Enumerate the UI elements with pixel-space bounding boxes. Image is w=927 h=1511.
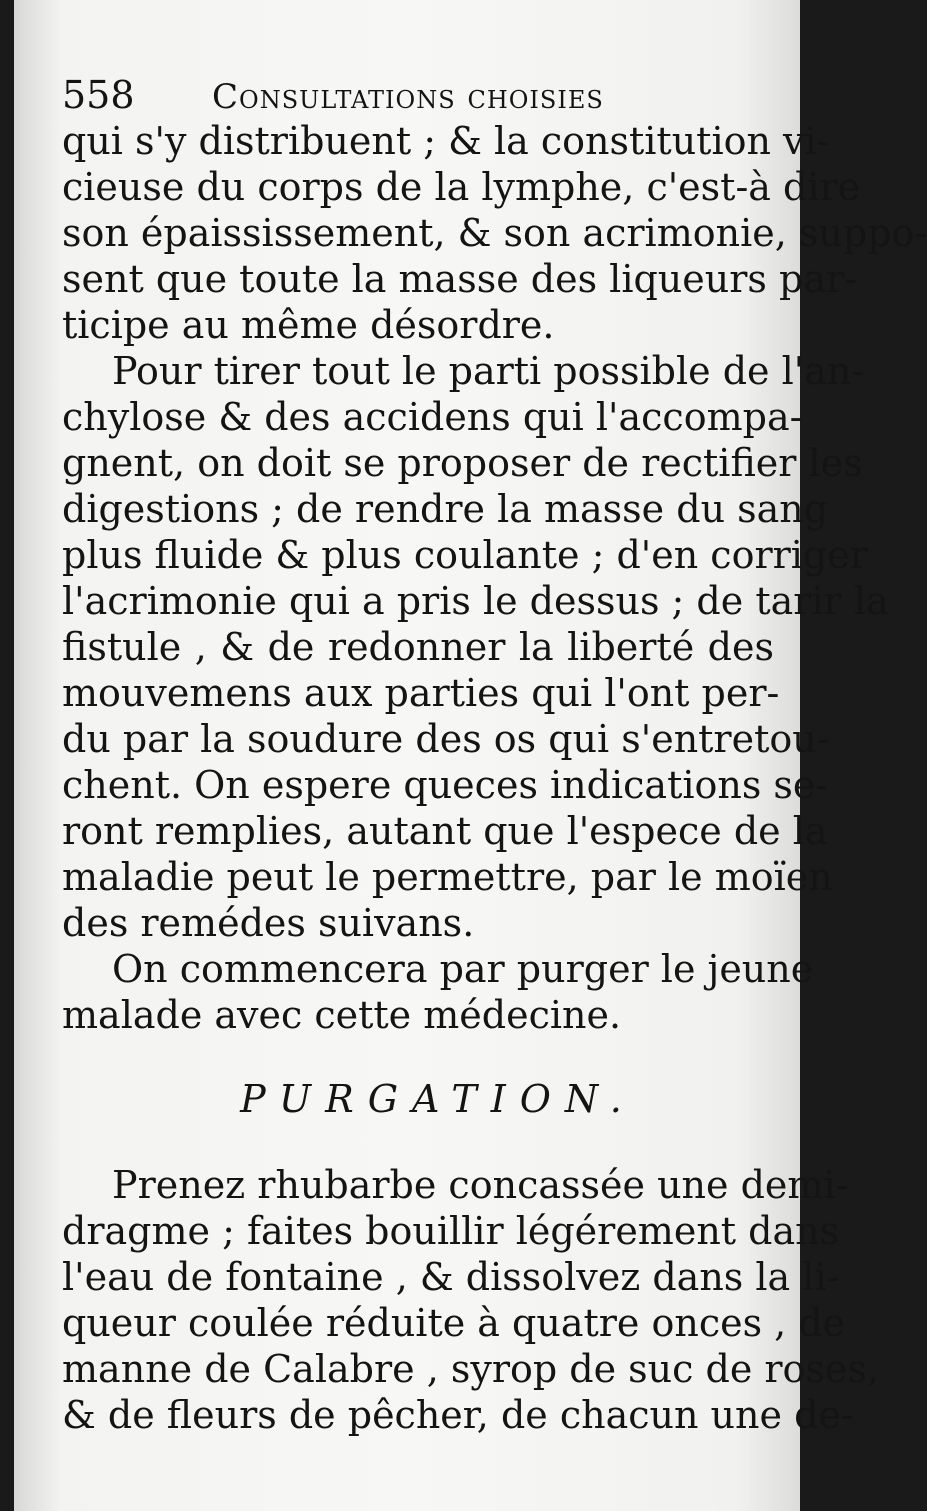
text-line: gnent, on doit se proposer de rectifier les <box>62 441 863 485</box>
text-line: queur coulée réduite à quatre onces , de <box>62 1301 846 1345</box>
text-line: fistule , & de redonner la liberté des <box>62 625 774 669</box>
text-line: Prenez rhubarbe concassée une demi- <box>112 1163 849 1207</box>
page-header <box>62 72 774 118</box>
text-line: malade avec cette médecine. <box>62 993 622 1037</box>
text-line: plus fluide & plus coulante ; d'en corriger <box>62 533 868 577</box>
text-line: cieuse du corps de la lymphe, c'est-à dire <box>62 165 861 209</box>
text-line: l'acrimonie qui a pris le dessus ; de tarir la <box>62 579 889 623</box>
text-line: digestions ; de rendre la masse du sang <box>62 487 829 531</box>
text-line: ticipe au même désordre. <box>62 303 555 347</box>
text-line: des remédes suivans. <box>62 901 475 945</box>
text-line: son épaississement, & son acrimonie, suppo- <box>62 211 927 255</box>
text-line: ront remplies, autant que l'espece de la <box>62 809 828 853</box>
paragraph-4 <box>62 1162 879 1438</box>
running-head: Consultations choisies <box>212 77 604 117</box>
text-line: dragme ; faites bouillir légérement dans <box>62 1209 840 1253</box>
book-page <box>14 0 927 1511</box>
text-line: Pour tirer tout le parti possible de l'an- <box>112 349 865 393</box>
page-text <box>62 72 927 1438</box>
text-line: chylose & des accidens qui l'accompa- <box>62 395 803 439</box>
text-line: & de fleurs de pêcher, de chacun une de- <box>62 1393 854 1437</box>
text-line: chent. On espere queces indications se- <box>62 763 829 807</box>
paragraph-1 <box>62 118 927 348</box>
page-number: 558 <box>62 73 135 117</box>
text-line: mouvemens aux parties qui l'ont per- <box>62 671 780 715</box>
text-line: du par la soudure des os qui s'entretou- <box>62 717 830 761</box>
text-line: l'eau de fontaine , & dissolvez dans la li- <box>62 1255 840 1299</box>
paragraph-3 <box>62 946 814 1038</box>
text-line: maladie peut le permettre, par le moïen <box>62 855 833 899</box>
paragraph-2 <box>62 348 889 946</box>
section-heading: PURGATION. <box>240 1077 636 1121</box>
text-line: sent que toute la masse des liqueurs par- <box>62 257 857 301</box>
text-line: On commencera par purger le jeune <box>112 947 814 991</box>
text-line: qui s'y distribuent ; & la constitution vi- <box>62 119 830 163</box>
text-line: manne de Calabre , syrop de suc de roses, <box>62 1347 879 1391</box>
